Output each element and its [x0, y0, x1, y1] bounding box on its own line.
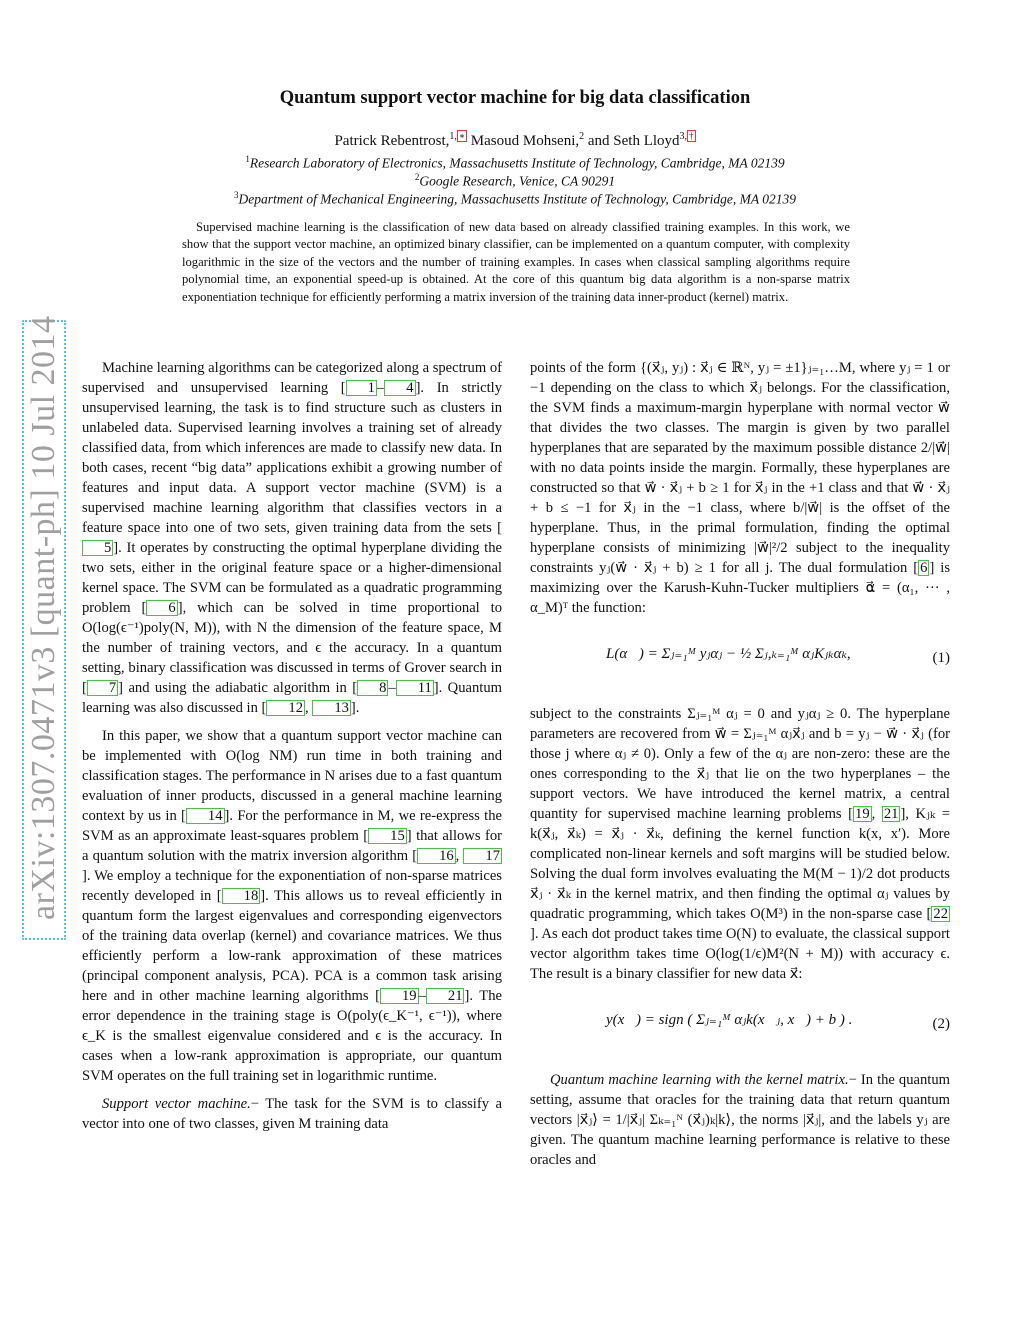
intro-paragraph: Machine learning algorithms can be categorized along a spectrum of supervised and unsupervised learning [ 1 – 4 ]. In strictly unsupervised learning, the task is to find structure such as clusters in unlabeled data. Supervised learning involves a training set of already classified data, from which inferences are made to classify new data. In both cases, recent “big data” applications exhibit a growing number of features and input data. A support vector machine (SVM) is a supervised machine learning algorithm that classifies vectors in a feature space into one of two sets, given training data from the sets [5 ]. It operates by constructing the optimal hyperplane dividing the two sets, either in the original feature space or a higher-dimensional kernel space. The SVM can be formulated as a quadratic programming problem [ 6 ], which can be solved in time proportional to O(log(ϵ⁻¹)poly(N, M)), with N the dimension of the feature space, M the number of training vectors, and ϵ the accuracy. In a quantum setting, binary classification was discussed in terms of Grover search in [ 7 ] and using the adiabatic algorithm in [ 8 – 11 ]. Quantum learning was also discussed in [ 12 , 13 ]. — [82, 360, 503, 716]
affiliation-1-text: Research Laboratory of Electronics, Massachusetts Institute of Technology, Cambridge, MA 02139 — [249, 155, 785, 171]
abstract: Supervised machine learning is the classification of new data based on already classified training examples. In this work, we show that the support vector machine, an optimized binary classifier, can be implemented on a quantum computer, with complexity logarithmic in the size of the vectors and the number of training examples. In cases when classical sampling algorithms require polynomial time, an exponential speed-up is obtained. At the core of this quantum big data algorithm is a non-sparse matrix exponentiation technique for efficiently performing a matrix inversion of the training data inner-product (kernel) matrix. — [182, 220, 850, 304]
arxiv-stamp[interactable] — [18, 315, 70, 940]
footnote-link-2[interactable]: † — [689, 131, 694, 141]
affiliation-3-text: Department of Mechanical Engineering, Massachusetts Institute of Technology, Cambridge, MA 02139 — [238, 191, 797, 207]
kernel-paragraph: subject to the constraints Σⱼ₌₁ᴹ αⱼ = 0 and yⱼαⱼ ≥ 0. The hyperplane parameters are recovered from w⃗ = Σⱼ₌₁ᴹ αⱼx⃗ⱼ and b = yⱼ − w⃗ · x⃗ⱼ (for those j where αⱼ ≠ 0). Only a few of the αⱼ are non-zero: these are the ones corresponding to the x⃗ⱼ that lie on the two hyperplanes – the support vectors. We have introduced the kernel matrix, a central quantity for supervised machine learning problems [ 19 , 21 ], Kⱼₖ = k(x⃗ⱼ, x⃗ₖ) = x⃗ⱼ · x⃗ₖ, defining the kernel function k(x, x′). More complicated non-linear kernels and soft margins will be studied below. Solving the dual form involves evaluating the M(M − 1)/2 dot products x⃗ⱼ · x⃗ₖ in the kernel matrix, and then finding the optimal αⱼ values by quadratic programming, which takes O(M³) in the non-sparse case [ 22]. As each dot product takes time O(N) to evaluate, the classical support vector algorithm takes time O(log(1/ϵ)M²(N + M)) with accuracy ϵ. The result is a binary classifier for new data x⃗: — [530, 706, 951, 982]
citation-link[interactable]: 5 — [82, 540, 113, 556]
arxiv-stamp-text[interactable]: arXiv:1307.0471v3 [quant-ph] 10 Jul 2014 — [25, 315, 62, 920]
right-column — [530, 358, 950, 1178]
citation-link[interactable]: 22 — [933, 906, 948, 922]
citation-link[interactable]: 1 — [346, 380, 377, 396]
affiliation-2-num: 2 — [414, 172, 420, 182]
citation-link[interactable]: 17 — [463, 848, 502, 864]
equation-1 — [530, 626, 950, 696]
affiliation-1-num: 1 — [245, 154, 250, 164]
left-column — [82, 358, 502, 1142]
citation-link[interactable]: 7 — [87, 680, 118, 696]
author-2: Masoud Mohseni, — [467, 133, 580, 149]
author-1-sup: 1, — [449, 131, 457, 142]
svm-definition-paragraph: points of the form {(x⃗ⱼ, yⱼ) : x⃗ⱼ ∈ ℝᴺ, yⱼ = ±1}ⱼ₌₁…M, where yⱼ = 1 or −1 depending on the class to which x⃗ⱼ belongs. For the classification, the SVM finds a maximum-margin hyperplane with normal vector w⃗ that divides the two classes. The margin is given by two parallel hyperplanes that are separated by the maximum possible distance 2/|w⃗| with no data points inside the margin. Formally, these hyperplanes are constructed so that w⃗ · x⃗ⱼ + b ≥ 1 for x⃗ⱼ in the +1 class and that w⃗ · x⃗ⱼ + b ≤ −1 for x⃗ⱼ in the −1 class, where b/|w⃗| is the offset of the hyperplane. Thus, in the primal formulation, finding the optimal hyperplane consists of minimizing |w⃗|²/2 subject to the inequality constraints yⱼ(w⃗ · x⃗ⱼ + b) ≥ 1 for all j. The dual formulation [ 6 ] is maximizing over the Karush-Kuhn-Tucker multipliers α⃗ = (α₁, ··· , α_M)ᵀ the function: — [530, 360, 950, 616]
citation-link[interactable]: 4 — [384, 380, 415, 396]
affiliation-3 — [150, 190, 880, 208]
svm-section-paragraph: Support vector machine.− The task for the SVM is to classify a vector into one of two classes, given M training data — [82, 1096, 502, 1132]
citation-link[interactable]: 19 — [380, 988, 419, 1004]
affiliation-3-num: 3 — [233, 190, 239, 200]
footnote-link-1[interactable]: ∗ — [458, 131, 466, 141]
citation-link[interactable]: 14 — [186, 808, 225, 824]
citation-link[interactable]: 21 — [426, 988, 465, 1004]
author-2-sup: 2 — [579, 131, 585, 142]
section-heading: Quantum machine learning with the kernel matrix. — [550, 1072, 849, 1088]
citation-link[interactable]: 18 — [222, 888, 261, 904]
citation-link[interactable]: 21 — [883, 806, 899, 822]
equation-1-number: (1) — [932, 650, 950, 666]
citation-link[interactable]: 8 — [357, 680, 388, 696]
citation-link[interactable]: 15 — [368, 828, 407, 844]
author-3: and Seth Lloyd — [584, 133, 680, 149]
citation-link[interactable]: 16 — [417, 848, 456, 864]
equation-2-number: (2) — [932, 1016, 950, 1032]
quantum-kernel-paragraph: Quantum machine learning with the kernel matrix.− In the quantum setting, assume that oracles for the training data that return quantum vectors |x⃗ⱼ⟩ = 1/|x⃗ⱼ| Σₖ₌₁ᴺ (x⃗ⱼ)ₖ|k⟩, the norms |x⃗ⱼ|, and the labels yⱼ are given. The quantum machine learning performance is relative to these oracles and — [530, 1072, 950, 1168]
affiliation-2 — [150, 172, 880, 190]
citation-link[interactable]: 13 — [312, 700, 351, 716]
author-3-sup: 3, — [679, 131, 688, 142]
citation-link[interactable]: 11 — [396, 680, 434, 696]
citation-link[interactable]: 6 — [146, 600, 177, 616]
citation-link[interactable]: 12 — [266, 700, 305, 716]
citation-link[interactable]: 6 — [920, 560, 928, 576]
paper-title: Quantum support vector machine for big data classification — [279, 88, 751, 108]
equation-1-body: L(α⃗) = Σⱼ₌₁ᴹ yⱼαⱼ − ½ Σⱼ,ₖ₌₁ᴹ αⱼKⱼₖαₖ, — [606, 646, 851, 662]
affiliation-1 — [150, 154, 880, 172]
equation-2-body: y(x⃗) = sign ( Σⱼ₌₁ᴹ αⱼk(x⃗ⱼ, x⃗) + b ) . — [606, 1012, 853, 1028]
citation-link[interactable]: 19 — [855, 806, 870, 822]
equation-2 — [530, 992, 950, 1062]
author-list — [180, 130, 850, 150]
affiliation-2-text: Google Research, Venice, CA 90291 — [419, 173, 616, 189]
author-1: Patrick Rebentrost, — [334, 133, 450, 149]
section-heading: Support vector machine. — [102, 1096, 251, 1112]
contribution-paragraph: In this paper, we show that a quantum support vector machine can be implemented with O(log NM) run time in both training and classification stages. The performance in N arises due to a fast quantum evaluation of inner products, discussed in a general machine learning context by us in [ 14 ]. For the performance in M, we re-express the SVM as an approximate least-squares problem [ 15 ] that allows for a quantum solution with the matrix inversion algorithm [ 16 , 17]. We employ a technique for the exponentiation of non-sparse matrices recently developed in [ 18 ]. This allows us to reveal efficiently in quantum form the largest eigenvalues and corresponding eigenvectors of the training data overlap (kernel) and covariance matrices. We thus efficiently perform a low-rank approximation of these matrices (principal component analysis, PCA). PCA is a common task arising here and in other machine learning algorithms [ 19 – 21 ]. The error dependence in the training stage is O(poly(ϵ_K⁻¹, ϵ⁻¹)), where ϵ_K is the smallest eigenvalue considered and ϵ is the accuracy. In cases when a low-rank approximation is appropriate, our quantum SVM operates on the full training set in logarithmic runtime. — [82, 728, 503, 1084]
